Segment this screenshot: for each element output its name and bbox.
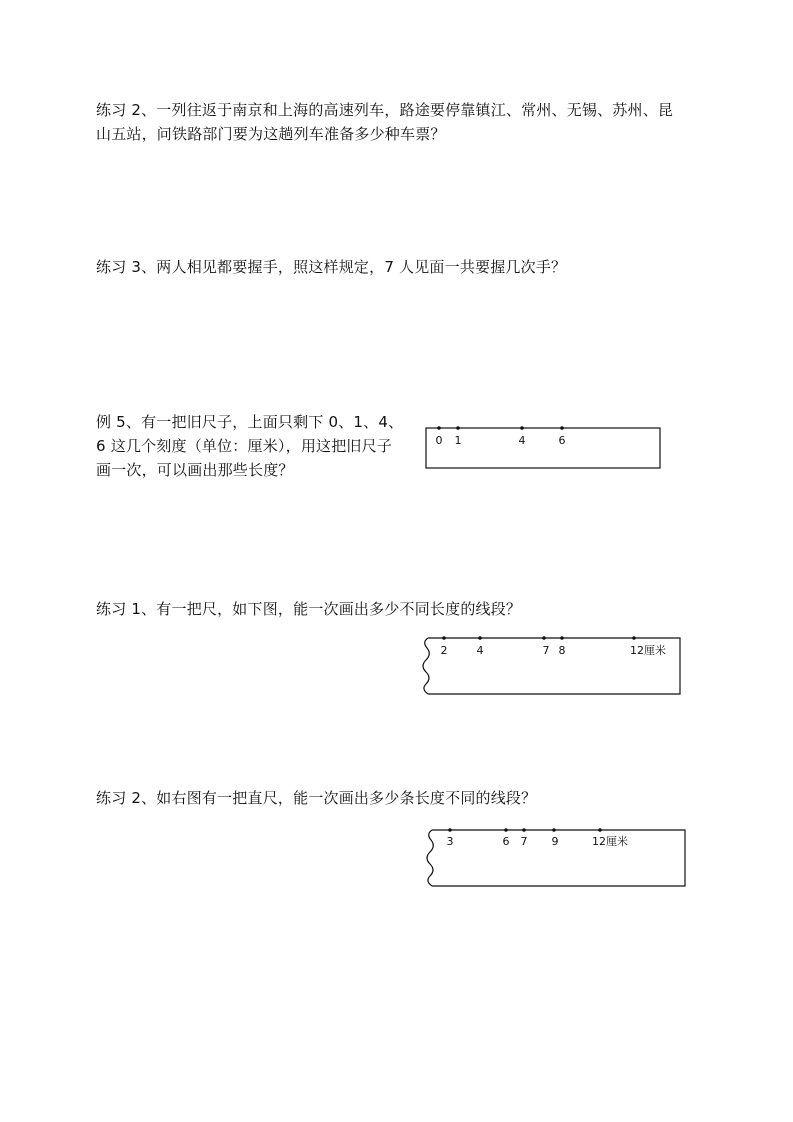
- ruler-tick-mark: [448, 828, 452, 832]
- ruler-tick-label: 9: [551, 835, 559, 848]
- ruler-tick-mark: [632, 636, 636, 640]
- ruler-tick-label: 0: [435, 434, 443, 447]
- ruler-tick-mark: [552, 828, 556, 832]
- exercise-2-train-tickets: [96, 98, 673, 146]
- ruler-body: [432, 830, 685, 886]
- ruler-tick-label: 1: [454, 434, 462, 447]
- ruler-tick-mark: [560, 636, 564, 640]
- ruler-tick-label: 2: [440, 644, 448, 657]
- exercise-3-handshakes: [96, 255, 566, 279]
- ruler-tick-label: 3: [446, 835, 454, 848]
- exercise-2-ruler-segments: [96, 786, 536, 810]
- exercise-line: 山五站，问铁路部门要为这趟列车准备多少种车票？: [96, 125, 446, 143]
- exercise-line: 6 这几个刻度（单位：厘米），用这把旧尺子: [96, 437, 393, 455]
- broken-ruler-diagram-2: [422, 824, 692, 890]
- ruler-tick-mark: [478, 636, 482, 640]
- ruler-tick-mark: [542, 636, 546, 640]
- ruler-tick-mark: [504, 828, 508, 832]
- ruler-tick-label: 12厘米: [630, 644, 666, 657]
- ruler-tick-label: 7: [520, 835, 528, 848]
- exercise-line: 练习 2、一列往返于南京和上海的高速列车，路途要停靠镇江、常州、无锡、苏州、昆: [96, 101, 674, 119]
- exercise-line: 练习 3、两人相见都要握手，照这样规定，7 人见面一共要握几次手？: [96, 258, 567, 276]
- exercise-line: 画一次，可以画出那些长度？: [96, 461, 294, 479]
- ruler-tick-label: 7: [542, 644, 550, 657]
- ruler-tick-mark: [442, 636, 446, 640]
- exercise-line: 练习 2、如右图有一把直尺，能一次画出多少条长度不同的线段？: [96, 789, 537, 807]
- ruler-tick-mark: [560, 426, 564, 430]
- broken-ruler-diagram-1: [418, 632, 688, 698]
- ruler-tick-mark: [456, 426, 460, 430]
- ruler-tick-mark: [598, 828, 602, 832]
- ruler-broken-edge: [427, 830, 433, 886]
- ruler-tick-mark: [522, 828, 526, 832]
- exercise-line: 练习 1、有一把尺，如下图，能一次画出多少不同长度的线段？: [96, 600, 522, 618]
- ruler-tick-label: 4: [518, 434, 526, 447]
- ruler-tick-label: 4: [476, 644, 484, 657]
- ruler-tick-label: 8: [558, 644, 566, 657]
- ruler-tick-label: 6: [558, 434, 566, 447]
- ruler-tick-mark: [520, 426, 524, 430]
- example-5-old-ruler: [96, 410, 403, 482]
- exercise-1-ruler-segments: [96, 597, 521, 621]
- exercise-line: 例 5、有一把旧尺子，上面只剩下 0、1、4、: [96, 413, 404, 431]
- old-ruler-diagram: [420, 420, 670, 476]
- ruler-broken-edge: [423, 638, 429, 694]
- ruler-tick-label: 6: [502, 835, 510, 848]
- ruler-tick-mark: [437, 426, 441, 430]
- ruler-tick-label: 12厘米: [592, 835, 628, 848]
